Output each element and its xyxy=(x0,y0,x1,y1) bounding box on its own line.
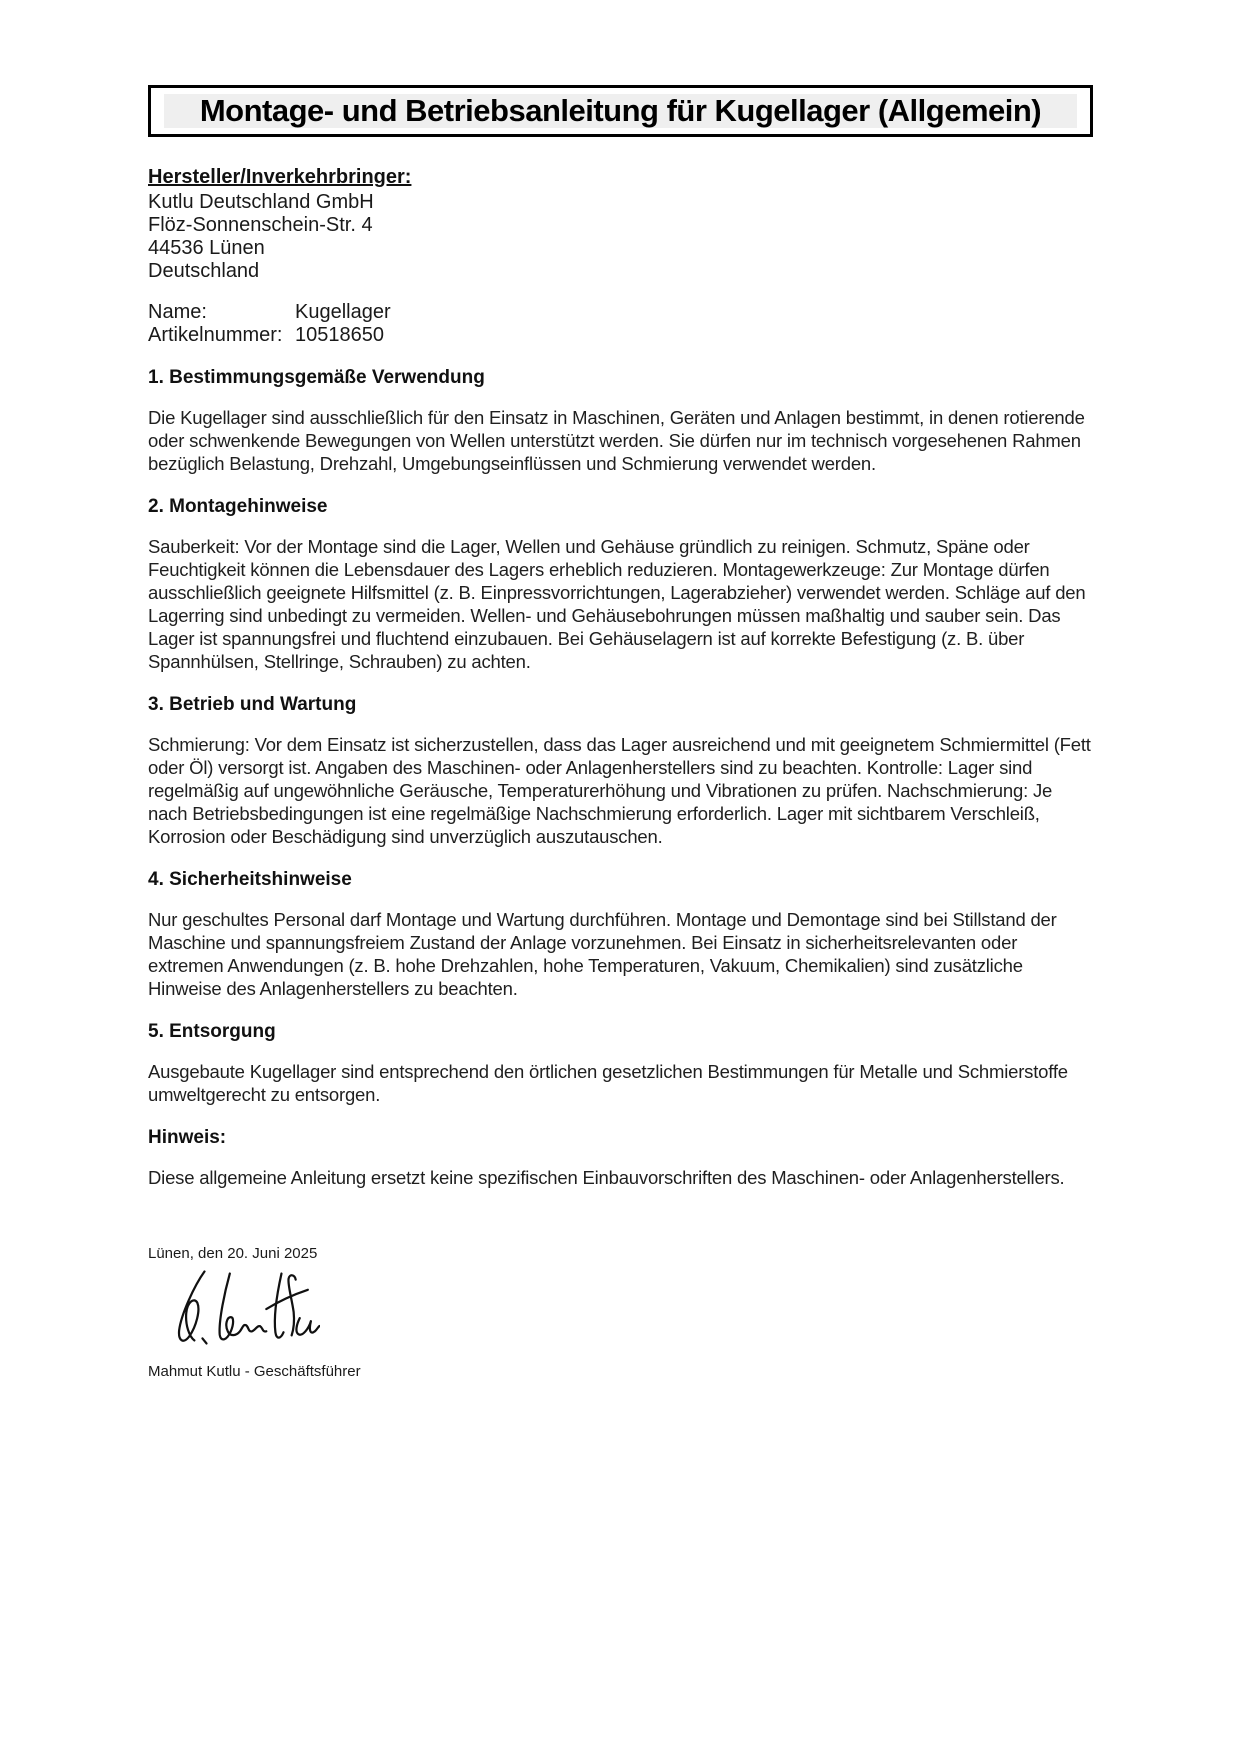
manufacturer-name: Kutlu Deutschland GmbH xyxy=(148,191,374,213)
section-operation-maintenance xyxy=(148,693,1093,848)
section-body: Nur geschultes Personal darf Montage und Wartung durchführen. Montage und Demontage sind bei Stillstand der Maschine und spannungsfreiem Zustand der Anlage vorzunehmen. Bei Einsatz in sicherheitsrelevanten oder extremen Anwendungen (z. B. hohe Drehzahlen, hohe Temperaturen, Vakuum, Chemikalien) sind zusätzliche Hinweise des Anlagenherstellers zu beachten. xyxy=(148,909,1057,999)
section-heading: 3. Betrieb und Wartung xyxy=(148,694,357,715)
section-body: Sauberkeit: Vor der Montage sind die Lager, Wellen und Gehäuse gründlich zu reinigen. Schmutz, Späne oder Feuchtigkeit können die Lebensdauer des Lagers erheblich reduzieren. Montagewerkzeuge: Zur Montage dürfen ausschließlich geeignete Hilfsmittel (z. B. Einpressvorrichtungen, Lagerabzieher) verwendet werden. Schläge auf den Lagerring sind unbedingt zu vermeiden. Wellen- und Gehäusebohrungen müssen maßhaltig und sauber sein. Das Lager ist spannungsfrei und fluchtend einzubauen. Bei Gehäuselagern ist auf korrekte Befestigung (z. B. über Spannhülsen, Stellringe, Schrauben) zu achten. xyxy=(148,536,1086,672)
signature-block xyxy=(148,1243,1093,1382)
signature-image xyxy=(168,1267,1093,1349)
product-name-row xyxy=(148,301,1093,324)
signer-name: Mahmut Kutlu - Geschäftsführer xyxy=(148,1363,361,1380)
section-safety-notes xyxy=(148,868,1093,1000)
product-name-label: Name: xyxy=(148,301,207,323)
section-heading: 5. Entsorgung xyxy=(148,1021,276,1042)
article-number-label: Artikelnummer: xyxy=(148,324,283,346)
document-title-band xyxy=(164,94,1077,128)
page-title: Montage- und Betriebsanleitung für Kugellager (Allgemein) xyxy=(199,94,1042,128)
product-info xyxy=(148,301,1093,347)
section-body: Schmierung: Vor dem Einsatz ist sicherzustellen, dass das Lager ausreichend und mit geeignetem Schmiermittel (Fett oder Öl) versorgt ist. Angaben des Maschinen- oder Anlagenherstellers sind zu beachten. Kontrolle: Lager sind regelmäßig auf ungewöhnliche Geräusche, Temperaturerhöhung und Vibrationen zu prüfen. Nachschmierung: Je nach Betriebsbedingungen ist eine regelmäßige Nachschmierung erforderlich. Lager mit sichtbarem Verschleiß, Korrosion oder Beschädigung sind unverzüglich auszutauschen. xyxy=(148,734,1091,847)
manufacturer-city: 44536 Lünen xyxy=(148,237,265,259)
section-intended-use xyxy=(148,366,1093,475)
manufacturer-country: Deutschland xyxy=(148,260,260,282)
section-mounting-notes xyxy=(148,495,1093,673)
document-title-box xyxy=(148,85,1093,137)
section-note xyxy=(148,1126,1093,1189)
handwritten-signature-icon xyxy=(168,1267,320,1349)
manufacturer-street: Flöz-Sonnenschein-Str. 4 xyxy=(148,214,373,236)
section-heading: 4. Sicherheitshinweise xyxy=(148,869,352,890)
section-body: Ausgebaute Kugellager sind entsprechend den örtlichen gesetzlichen Bestimmungen für Metalle und Schmierstoffe umweltgerecht zu entsorgen. xyxy=(148,1061,1068,1105)
section-disposal xyxy=(148,1020,1093,1106)
section-heading: 2. Montagehinweise xyxy=(148,496,328,517)
manufacturer-block xyxy=(148,166,1093,283)
product-name-value: Kugellager xyxy=(295,301,391,323)
section-body: Diese allgemeine Anleitung ersetzt keine spezifischen Einbauvorschriften des Maschinen- oder Anlagenherstellers. xyxy=(148,1167,1065,1188)
place-date: Lünen, den 20. Juni 2025 xyxy=(148,1245,318,1262)
section-heading: Hinweis: xyxy=(148,1127,227,1148)
article-number-value: 10518650 xyxy=(295,324,384,346)
article-number-row xyxy=(148,324,1093,347)
section-body: Die Kugellager sind ausschließlich für den Einsatz in Maschinen, Geräten und Anlagen bestimmt, in denen rotierende oder schwenkende Bewegungen von Wellen unterstützt werden. Sie dürfen nur im technisch vorgesehenen Rahmen bezüglich Belastung, Drehzahl, Umgebungseinflüssen und Schmierung verwendet werden. xyxy=(148,407,1085,474)
manufacturer-heading: Hersteller/Inverkehrbringer: xyxy=(148,166,412,188)
section-heading: 1. Bestimmungsgemäße Verwendung xyxy=(148,367,485,388)
